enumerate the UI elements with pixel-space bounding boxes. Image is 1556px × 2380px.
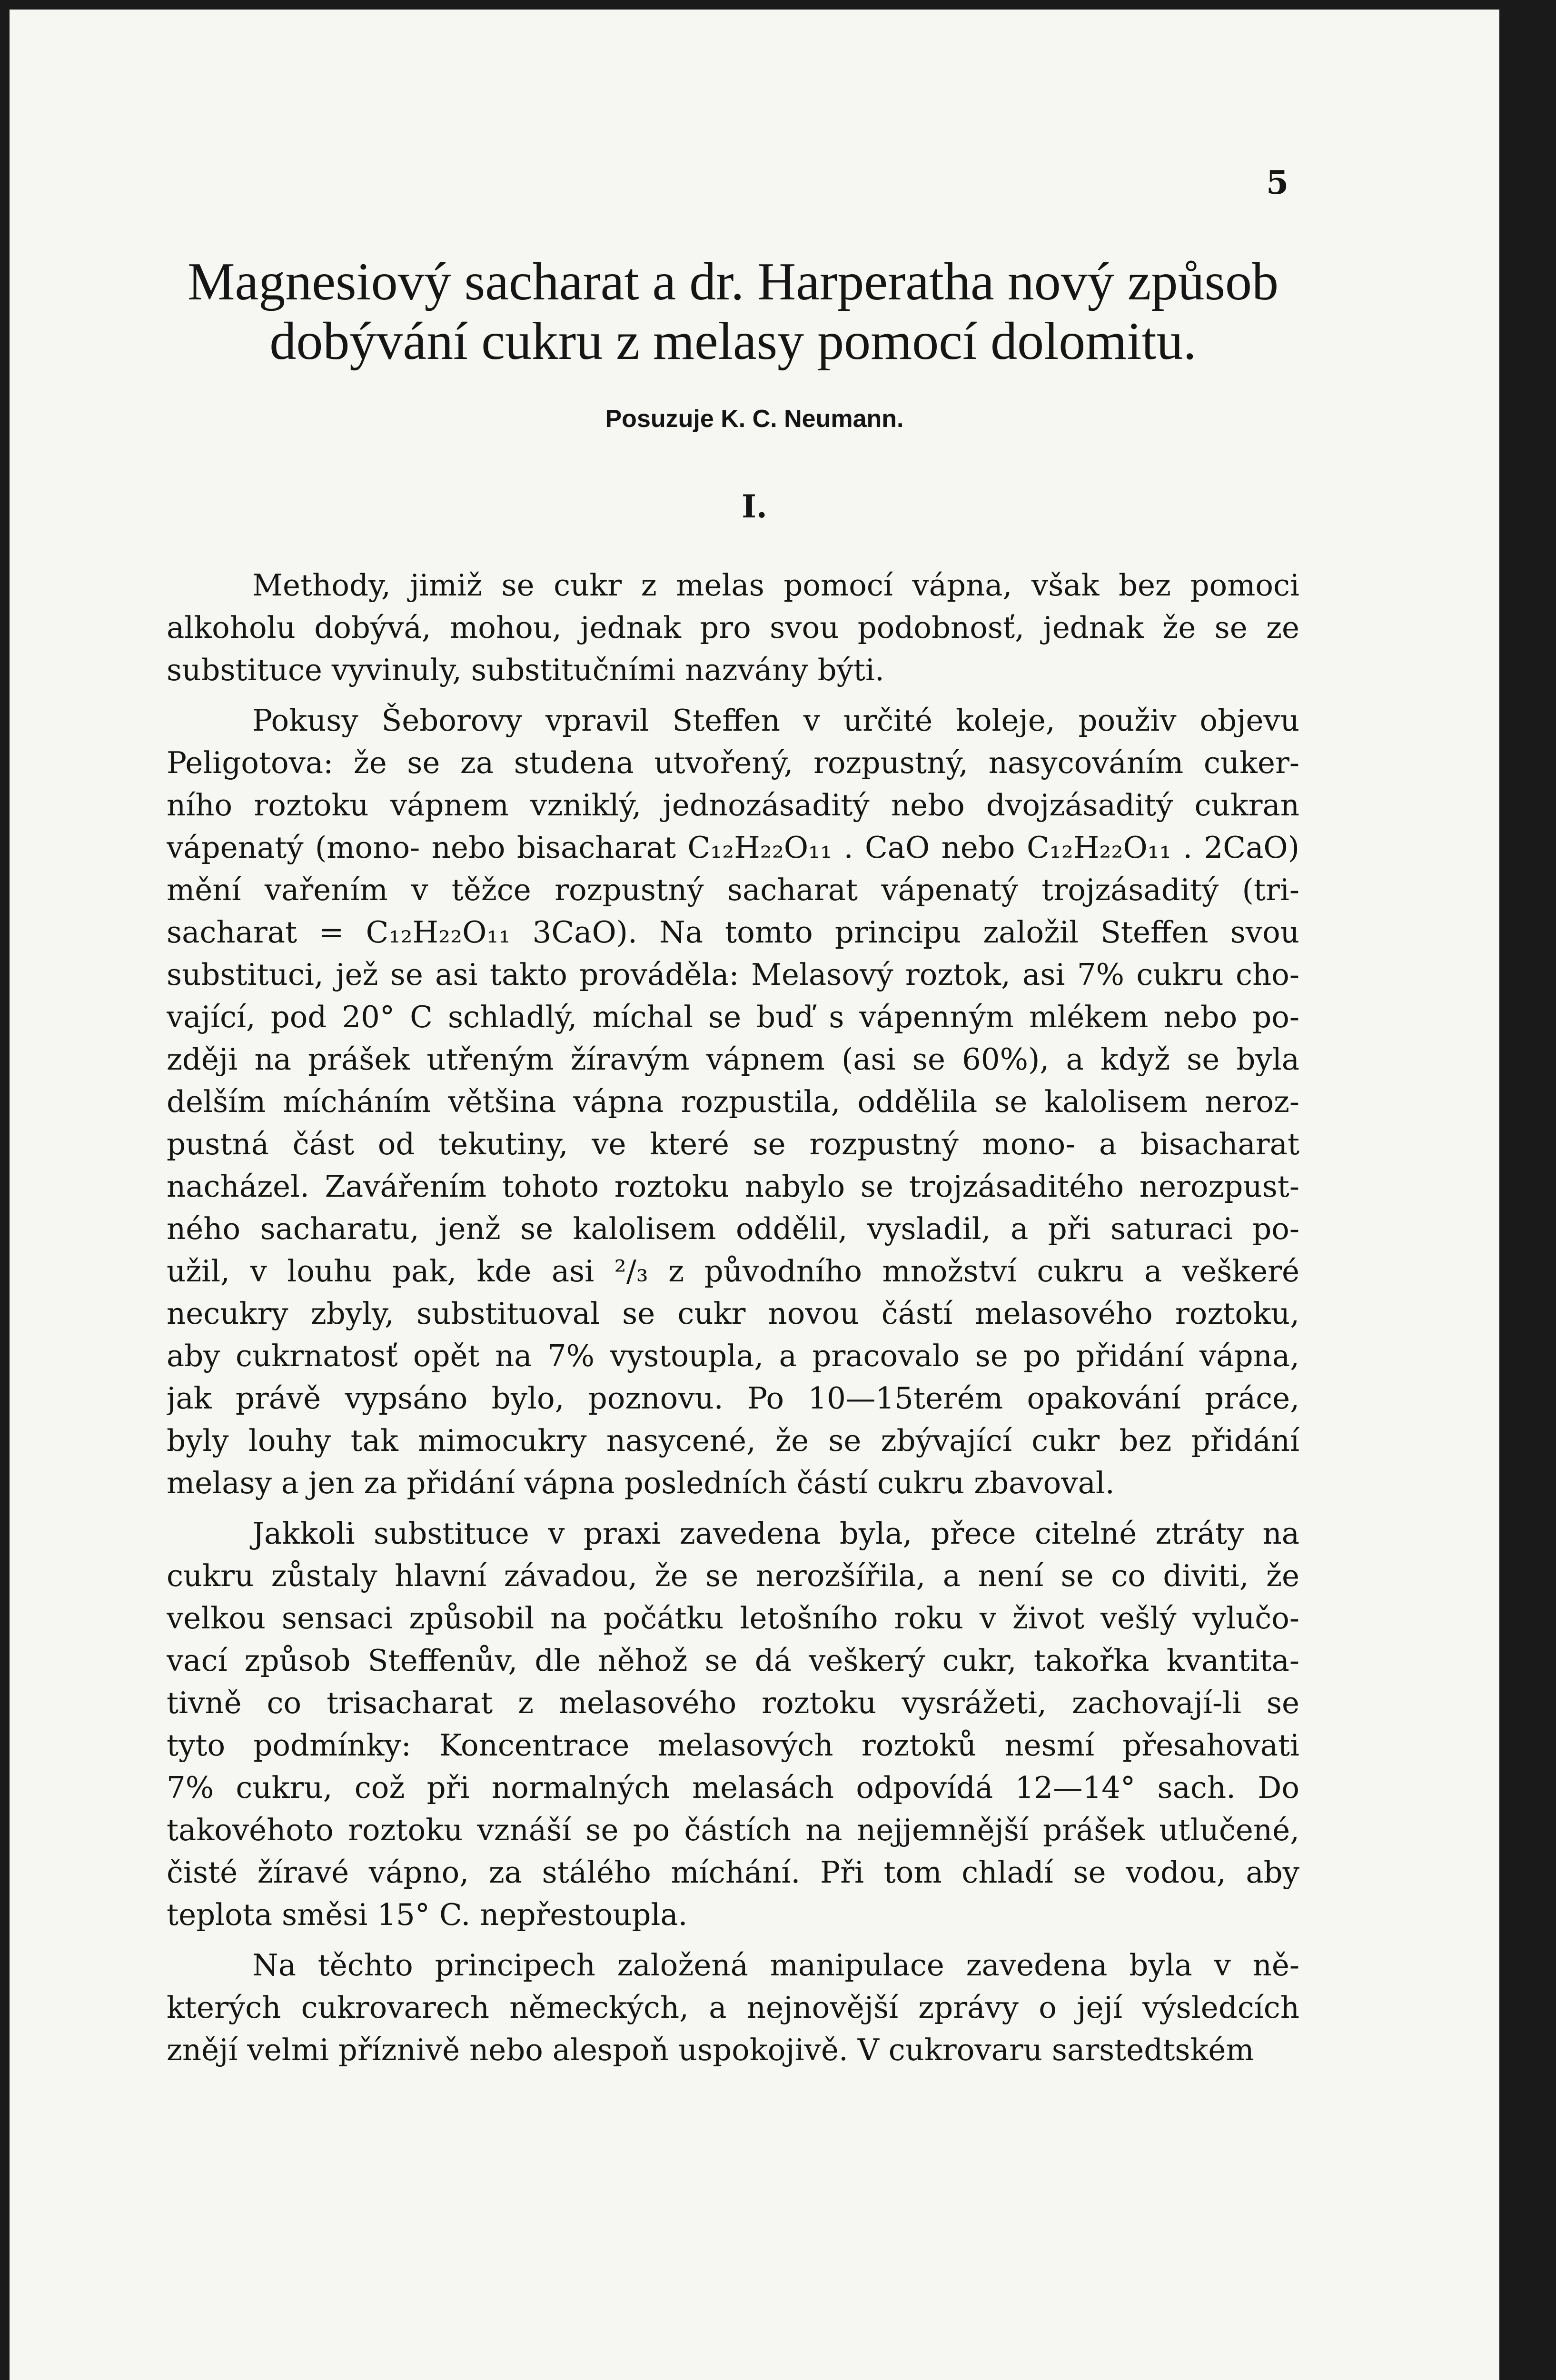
- text-line: znějí velmi příznivě nebo alespoň uspokojivě. V cukrovaru sarstedtském: [167, 2033, 1254, 2067]
- paragraph: [167, 564, 1299, 691]
- text-line: necukry zbyly, substituoval se cukr novou částí melasového roztoku,: [167, 1296, 1299, 1331]
- text-line: velkou sensaci způsobil na počátku letošního roku v život vešlý vylučo-: [167, 1601, 1299, 1636]
- text-line: zději na prášek utřeným žíravým vápnem (asi se 60%), a když se byla: [167, 1042, 1299, 1077]
- title-line: Magnesiový sacharat a dr. Harperatha nový způsob: [187, 252, 1279, 311]
- text-line: 7% cukru, což při normalných melasách odpovídá 12—14° sach. Do: [167, 1770, 1299, 1805]
- paragraph-container: [167, 564, 1299, 2071]
- byline: Posuzuje K. C. Neumann.: [605, 405, 904, 433]
- document-page: [10, 10, 1499, 2380]
- text-line: Peligotova: že se za studena utvořený, rozpustný, nasycováním cuker-: [167, 745, 1299, 780]
- text-line: vací způsob Steffenův, dle něhož se dá veškerý cukr, takořka kvantita-: [167, 1643, 1299, 1678]
- article-body: [167, 564, 1299, 2079]
- text-line: vápenatý (mono- nebo bisacharat C₁₂H₂₂O₁₁ . CaO nebo C₁₂H₂₂O₁₁ . 2CaO): [167, 830, 1299, 865]
- text-line: užil, v louhu pak, kde asi ²/₃ z původního množství cukru a veškeré: [167, 1254, 1299, 1289]
- title-line: dobývání cukru z melasy pomocí dolomitu.: [269, 312, 1197, 371]
- text-line: Methody, jimiž se cukr z melas pomocí vápna, však bez pomoci: [252, 568, 1299, 603]
- text-line: cukru zůstaly hlavní závadou, že se nerozšířila, a není se co diviti, že: [167, 1558, 1299, 1593]
- text-line: pustná část od tekutiny, ve které se rozpustný mono- a bisacharat: [167, 1127, 1299, 1161]
- text-line: alkoholu dobývá, mohou, jednak pro svou podobnosť, jednak že se ze: [167, 610, 1299, 645]
- text-line: jak právě vypsáno bylo, poznovu. Po 10—15terém opakování práce,: [167, 1381, 1299, 1416]
- text-line: Jakkoli substituce v praxi zavedena byla, přece citelné ztráty na: [252, 1516, 1299, 1551]
- section-heading: I.: [742, 488, 767, 525]
- text-line: nacházel. Zavářením tohoto roztoku nabylo se trojzásaditého nerozpust-: [167, 1169, 1299, 1204]
- text-line: čisté žíravé vápno, za stálého míchání. Při tom chladí se vodou, aby: [167, 1855, 1299, 1890]
- text-line: mění vařením v těžce rozpustný sacharat vápenatý trojzásaditý (tri-: [167, 873, 1299, 907]
- text-line: sacharat = C₁₂H₂₂O₁₁ 3CaO). Na tomto principu založil Steffen svou: [167, 915, 1299, 950]
- text-line: tivně co trisacharat z melasového roztoku vysrážeti, zachovají-li se: [167, 1686, 1299, 1720]
- paragraph: [167, 1944, 1299, 2071]
- article-title: [152, 252, 1314, 371]
- text-line: substituce vyvinuly, substitučními nazvány býti.: [167, 653, 884, 687]
- text-line: kterých cukrovarech německých, a nejnovější zprávy o její výsledcích: [167, 1990, 1299, 2025]
- text-line: melasy a jen za přidání vápna posledních částí cukru zbavoval.: [167, 1466, 1115, 1500]
- text-line: teplota směsi 15° C. nepřestoupla.: [167, 1897, 688, 1932]
- text-line: takovéhoto roztoku vznáší se po částích na nejjemnější prášek utlučené,: [167, 1813, 1299, 1847]
- text-line: byly louhy tak mimocukry nasycené, že se zbývající cukr bez přidání: [167, 1423, 1299, 1458]
- text-line: ného sacharatu, jenž se kalolisem oddělil, vysladil, a při saturaci po-: [167, 1211, 1299, 1246]
- text-line: delším mícháním většina vápna rozpustila, oddělila se kalolisem neroz-: [167, 1084, 1299, 1119]
- paragraph: [167, 1512, 1299, 1936]
- paragraph: [167, 699, 1299, 1504]
- text-line: aby cukrnatosť opět na 7% vystoupla, a pracovalo se po přidání vápna,: [167, 1339, 1299, 1373]
- text-line: Pokusy Šeborovy vpravil Steffen v určité koleje, použiv objevu: [252, 703, 1299, 738]
- text-line: ního roztoku vápnem vzniklý, jednozásaditý nebo dvojzásaditý cukran: [167, 788, 1299, 823]
- page-number: 5: [1266, 164, 1289, 202]
- text-line: tyto podmínky: Koncentrace melasových roztoků nesmí přesahovati: [167, 1728, 1299, 1763]
- text-line: substituci, jež se asi takto prováděla: Melasový roztok, asi 7% cukru cho-: [167, 957, 1299, 992]
- text-line: Na těchto principech založená manipulace zavedena byla v ně-: [252, 1948, 1299, 1983]
- text-line: vající, pod 20° C schladlý, míchal se buď s vápenným mlékem nebo po-: [167, 1000, 1299, 1034]
